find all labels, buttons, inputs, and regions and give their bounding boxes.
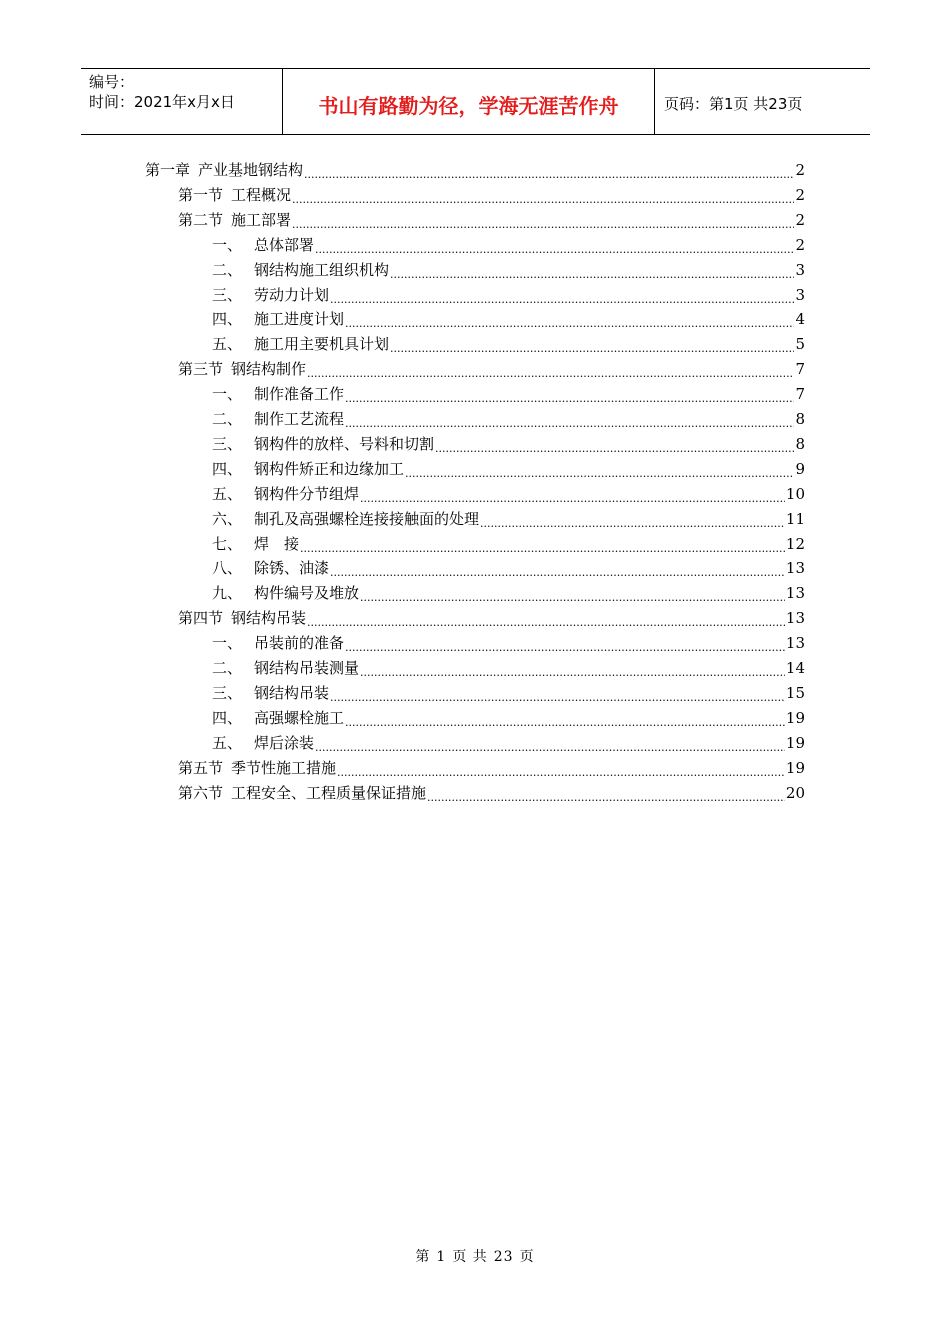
toc-entry-title: 钢结构吊装 — [231, 609, 307, 628]
toc-entry-title: 制孔及高强螺栓连接接触面的处理 — [254, 509, 480, 528]
toc-entry-number: 第二节 — [178, 210, 224, 229]
toc-entry-number: 六、 — [212, 509, 243, 528]
toc-entry-number: 二、 — [212, 260, 243, 279]
toc-entry-number: 一、 — [212, 634, 243, 653]
toc-entry-page: 10 — [785, 484, 805, 503]
toc-entry-title: 钢构件分节组焊 — [254, 484, 360, 503]
header-page-info: 页码：第1页 共23页 — [664, 95, 803, 113]
toc-entry-page: 19 — [785, 758, 805, 777]
toc-entry-page: 2 — [795, 210, 805, 229]
toc-entry-title: 高强螺栓施工 — [254, 708, 345, 727]
toc-entry-number: 三、 — [212, 683, 243, 702]
toc-dot-leader — [307, 360, 794, 384]
document-time-label: 时间：2021年x月x日 — [89, 93, 235, 111]
toc-dot-leader — [345, 385, 794, 409]
toc-entry-number: 第一节 — [178, 185, 224, 204]
toc-entry-number: 第三节 — [178, 360, 224, 379]
toc-entry-number: 四、 — [212, 459, 243, 478]
toc-entry-page: 13 — [785, 584, 805, 603]
toc-entry-page: 13 — [785, 634, 805, 653]
page-footer — [0, 1246, 950, 1266]
toc-entry-number: 三、 — [212, 434, 243, 453]
toc-entry[interactable] — [212, 482, 805, 506]
toc-entry-page: 8 — [795, 434, 805, 453]
header-meta — [81, 69, 282, 134]
toc-entry-page: 13 — [785, 609, 805, 628]
toc-entry-number: 四、 — [212, 310, 243, 329]
toc-entry[interactable] — [212, 283, 805, 307]
toc-entry-number: 第六节 — [178, 783, 224, 802]
toc-entry[interactable] — [212, 382, 805, 406]
toc-entry-number: 一、 — [212, 385, 243, 404]
toc-entry-page: 9 — [795, 459, 805, 478]
toc-dot-leader — [360, 584, 785, 608]
toc-entry-title: 钢结构吊装 — [254, 683, 330, 702]
toc-entry-page: 19 — [785, 733, 805, 752]
footer-current-page: 1 — [436, 1249, 447, 1265]
toc-entry-number: 第五节 — [178, 758, 224, 777]
toc-entry-title: 除锈、油漆 — [254, 559, 330, 578]
toc-dot-leader — [315, 236, 794, 260]
toc-entry-page: 19 — [785, 708, 805, 727]
toc-entry-page: 2 — [795, 161, 805, 179]
toc-dot-leader — [292, 211, 794, 235]
toc-entry-page: 7 — [795, 385, 805, 404]
toc-entry[interactable] — [212, 507, 805, 531]
toc-entry-title: 产业基地钢结构 — [198, 161, 304, 179]
toc-entry[interactable] — [212, 656, 805, 680]
toc-entry[interactable] — [178, 183, 805, 207]
toc-entry[interactable] — [212, 407, 805, 431]
toc-entry-title: 制作准备工作 — [254, 385, 345, 404]
toc-entry[interactable] — [212, 332, 805, 356]
toc-entry[interactable] — [178, 208, 805, 232]
toc-entry-number: 二、 — [212, 410, 243, 428]
toc-entry-number: 七、 — [212, 534, 243, 553]
toc-entry-page: 15 — [785, 683, 805, 702]
toc-entry-number: 八、 — [212, 559, 243, 578]
toc-entry-title: 总体部署 — [254, 235, 315, 254]
toc-entry-title: 制作工艺流程 — [254, 410, 345, 428]
toc-entry-title: 焊后涂装 — [254, 733, 315, 752]
toc-dot-leader — [300, 535, 785, 559]
footer-mid: 页 共 — [452, 1249, 488, 1265]
footer-prefix: 第 — [415, 1249, 431, 1265]
toc-entry-title: 钢结构制作 — [231, 360, 307, 379]
toc-dot-leader — [390, 335, 794, 359]
toc-entry-page: 12 — [785, 534, 805, 553]
toc-entry-title: 劳动力计划 — [254, 285, 330, 304]
toc-entry[interactable] — [178, 606, 805, 630]
toc-entry-page: 2 — [795, 185, 805, 204]
toc-entry-title: 构件编号及堆放 — [254, 584, 360, 603]
toc-dot-leader — [345, 634, 785, 658]
toc-entry-number: 五、 — [212, 335, 243, 354]
toc-dot-leader — [330, 286, 794, 310]
toc-entry-title: 吊装前的准备 — [254, 634, 345, 653]
toc-entry-number: 四、 — [212, 708, 243, 727]
toc-dot-leader — [307, 609, 785, 633]
toc-dot-leader — [315, 734, 785, 758]
toc-entry-number: 一、 — [212, 235, 243, 254]
toc-entry[interactable] — [178, 357, 805, 381]
toc-dot-leader — [427, 784, 785, 808]
toc-entry-page: 13 — [785, 559, 805, 578]
toc-dot-leader — [345, 709, 785, 733]
toc-entry-number: 五、 — [212, 484, 243, 503]
footer-total-pages: 23 — [493, 1249, 514, 1265]
document-number-label: 编号： — [89, 73, 135, 91]
toc-entry[interactable] — [178, 756, 805, 780]
toc-dot-leader — [360, 485, 785, 509]
toc-entry-title: 钢结构吊装测量 — [254, 659, 360, 677]
toc-entry-page: 5 — [795, 335, 805, 354]
toc-dot-leader — [292, 186, 794, 210]
toc-dot-leader — [304, 161, 794, 185]
toc-entry-page: 2 — [795, 235, 805, 254]
toc-entry-page: 11 — [785, 509, 805, 528]
toc-entry-number: 二、 — [212, 659, 243, 677]
toc-entry[interactable] — [212, 233, 805, 257]
toc-entry-number: 九、 — [212, 584, 243, 603]
toc-entry-title: 钢构件的放样、号料和切割 — [254, 434, 435, 453]
toc-dot-leader — [337, 759, 785, 783]
toc-entry-title: 季节性施工措施 — [231, 758, 337, 777]
toc-entry[interactable] — [212, 457, 805, 481]
toc-dot-leader — [330, 559, 785, 583]
toc-entry-page: 3 — [795, 260, 805, 279]
header-motto: 书山有路勤为径，学海无涯苦作舟 — [282, 69, 655, 134]
toc-entry-title: 施工部署 — [231, 210, 292, 229]
toc-entry[interactable] — [212, 681, 805, 705]
toc-entry[interactable] — [212, 432, 805, 456]
toc-entry-number: 三、 — [212, 285, 243, 304]
footer-suffix: 页 — [519, 1249, 535, 1265]
toc-entry[interactable] — [178, 781, 805, 805]
toc-entry-title: 钢构件矫正和边缘加工 — [254, 459, 405, 478]
toc-dot-leader — [435, 435, 794, 459]
toc-entry-number: 五、 — [212, 733, 243, 752]
toc-dot-leader — [330, 684, 785, 708]
toc-dot-leader — [345, 310, 794, 334]
toc-entry[interactable] — [212, 631, 805, 655]
toc-entry-number: 第一章 — [145, 161, 191, 179]
toc-entry-title: 工程安全、工程质量保证措施 — [231, 783, 427, 802]
toc-entry-title: 钢结构施工组织机构 — [254, 260, 390, 279]
toc-entry-page: 20 — [785, 783, 805, 802]
toc-entry[interactable] — [145, 158, 805, 182]
toc-entry-title: 施工进度计划 — [254, 310, 345, 329]
toc-dot-leader — [360, 659, 785, 683]
toc-entry-page: 3 — [795, 285, 805, 304]
toc-entry[interactable] — [212, 731, 805, 755]
toc-entry-page: 14 — [785, 659, 805, 677]
toc-entry-title: 工程概况 — [231, 185, 292, 204]
toc-entry[interactable] — [212, 706, 805, 730]
toc-entry-page: 7 — [795, 360, 805, 379]
page-header — [81, 68, 870, 135]
toc-entry-page: 4 — [795, 310, 805, 329]
toc-entry-title: 焊 接 — [254, 534, 300, 553]
toc-entry-number: 第四节 — [178, 609, 224, 628]
toc-entry[interactable] — [212, 307, 805, 331]
toc-entry-page: 8 — [795, 410, 805, 428]
toc-dot-leader — [390, 261, 794, 285]
toc-dot-leader — [345, 410, 794, 434]
toc-entry[interactable] — [212, 556, 805, 580]
toc-entry[interactable] — [212, 258, 805, 282]
toc-dot-leader — [405, 460, 794, 484]
toc-entry-title: 施工用主要机具计划 — [254, 335, 390, 354]
toc-dot-leader — [480, 510, 785, 534]
toc-entry[interactable] — [212, 532, 805, 556]
toc-entry[interactable] — [212, 581, 805, 605]
